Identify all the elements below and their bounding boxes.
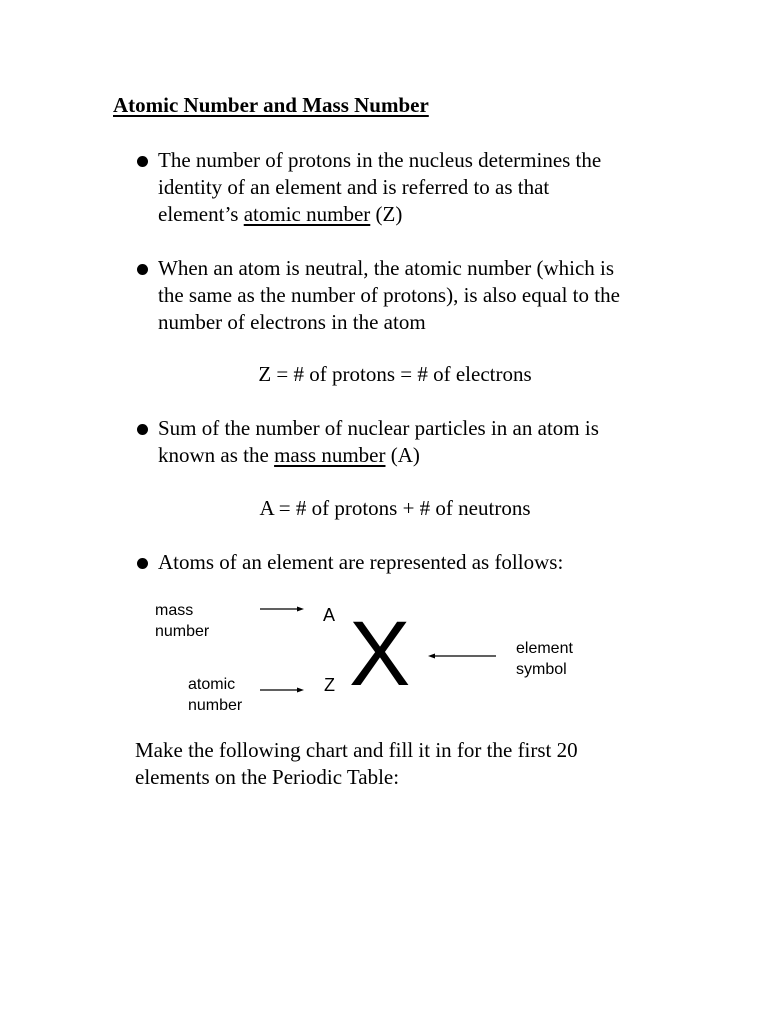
text-segment: known as the [158, 443, 275, 467]
label-line: element [516, 640, 573, 657]
term-mass-number: mass number [274, 443, 386, 467]
chart-instructions [135, 737, 695, 791]
bullet-text-line: identity of an element and is referred to as that [158, 175, 550, 199]
element-symbol-x: X [349, 603, 411, 705]
arrow-to-element-symbol [428, 654, 496, 659]
bullet-text-line: number of electrons in the atom [158, 310, 426, 334]
formula-a: A = # of protons + # of neutrons [259, 496, 531, 520]
text-segment: (Z) [370, 202, 403, 226]
instruction-line: Make the following chart and fill it in for the first 20 [135, 738, 578, 762]
label-line: number [155, 623, 210, 640]
label-line: atomic [188, 676, 236, 693]
text-segment: (A) [385, 443, 420, 467]
page-title: Atomic Number and Mass Number [113, 93, 429, 117]
arrow-to-mass-number [260, 607, 304, 612]
label-line: symbol [516, 661, 567, 678]
label-line: mass [155, 602, 194, 619]
instruction-line: elements on the Periodic Table: [135, 765, 400, 789]
label-line: number [188, 697, 243, 714]
subscript-z: Z [324, 675, 335, 695]
bullet-text-line: When an atom is neutral, the atomic number (which is [158, 256, 615, 280]
bullet-text-line: Sum of the number of nuclear particles in an atom is [158, 416, 599, 440]
bullet-text-line: The number of protons in the nucleus determines the [158, 148, 602, 172]
formula-z: Z = # of protons = # of electrons [258, 362, 532, 386]
text-segment: element’s [158, 202, 244, 226]
bullet-text-line: the same as the number of protons), is also equal to the [158, 283, 620, 307]
bullet-text-line: Atoms of an element are represented as follows: [158, 550, 564, 574]
arrow-to-atomic-number [260, 688, 304, 693]
term-atomic-number: atomic number [243, 202, 371, 226]
superscript-a: A [323, 605, 336, 625]
